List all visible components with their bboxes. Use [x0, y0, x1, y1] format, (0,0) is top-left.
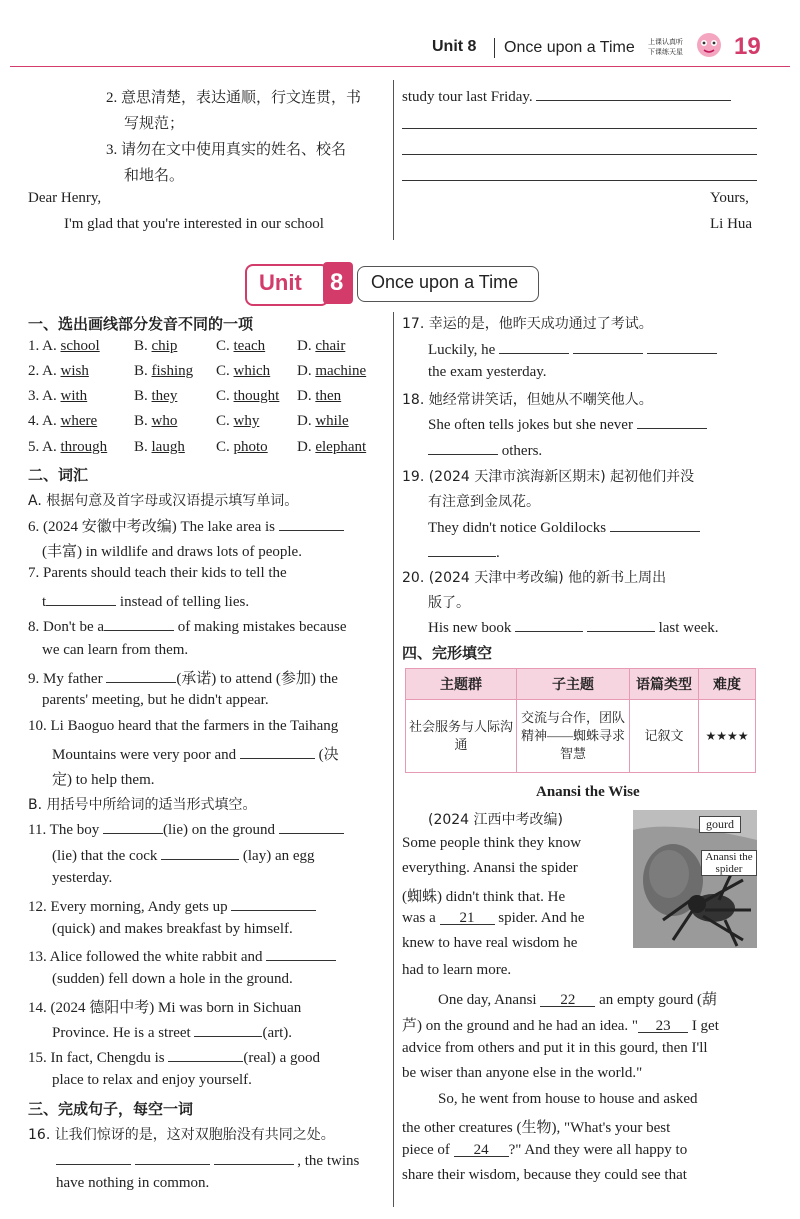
letter-closing: Yours,	[710, 190, 749, 206]
question-20: 20. (2024 天津中考改编) 他的新书上周出	[402, 570, 667, 586]
question-9-cont: parents' meeting, but he didn't appear.	[42, 692, 269, 708]
story-title: Anansi the Wise	[536, 784, 640, 800]
answer-blank[interactable]	[46, 591, 116, 606]
phonics-option[interactable]: 4. A. where	[28, 413, 98, 429]
answer-blank[interactable]	[279, 819, 344, 834]
cloze-blank-23[interactable]: 23	[638, 1018, 688, 1033]
question-13-cont: (sudden) fell down a hole in the ground.	[52, 971, 293, 987]
phonics-option[interactable]: D. machine	[297, 363, 367, 379]
writing-note-2-cont: 写规范；	[124, 116, 185, 132]
writing-note-3: 3. 请勿在文中使用真实的姓名、校名	[106, 142, 347, 158]
question-15: 15. In fact, Chengdu is (real) a good	[28, 1047, 320, 1067]
phonics-option[interactable]: 3. A. with	[28, 388, 88, 404]
section-2-heading: 二、词汇	[28, 467, 89, 484]
answer-blank[interactable]	[103, 819, 163, 834]
question-10-cont: Mountains were very poor and (决	[52, 743, 339, 764]
banner-title: Once upon a Time	[371, 272, 519, 292]
table-header: 主题群	[406, 669, 517, 700]
phonics-option[interactable]: C. teach	[216, 338, 266, 354]
phonics-option[interactable]: 2. A. wish	[28, 363, 89, 379]
table-header: 子主题	[517, 669, 630, 700]
question-10-cont2: 定) to help them.	[52, 772, 155, 788]
passage-line: everything. Anansi the spider	[402, 860, 578, 876]
phonics-option[interactable]: D. while	[297, 413, 349, 429]
question-16-cont: have nothing in common.	[56, 1175, 210, 1191]
section-4-heading: 四、完形填空	[402, 645, 493, 662]
question-20-cont: 版了。	[428, 595, 470, 611]
question-10: 10. Li Baoguo heard that the farmers in the Taihang	[28, 718, 339, 734]
passage-line: So, he went from house to house and asked	[438, 1091, 698, 1107]
passage-line: (蜘蛛) didn't think that. He	[402, 889, 566, 905]
answer-blank[interactable]	[610, 517, 700, 532]
phonics-option[interactable]: D. chair	[297, 338, 346, 354]
answer-blank[interactable]	[106, 668, 176, 683]
answer-blank[interactable]	[587, 617, 655, 632]
banner-number: 8	[330, 269, 344, 296]
table-cell: 记叙文	[630, 700, 699, 773]
question-18-cont2: others.	[428, 440, 542, 460]
passage-line: knew to have real wisdom he	[402, 935, 578, 951]
passage-line: advice from others and put it in this gourd, then I'll	[402, 1040, 708, 1056]
answer-blank[interactable]	[428, 542, 496, 557]
question-9: 9. My father (承诺) to attend (参加) the	[28, 667, 338, 688]
passage-line: Some people think they know	[402, 835, 582, 851]
writing-line[interactable]	[402, 128, 757, 129]
passage-line: 芦) on the ground and he had an idea. " 23 I get	[402, 1018, 719, 1034]
passage-line: be wiser than anyone else in the world."	[402, 1065, 643, 1081]
letter-opening: I'm glad that you're interested in our school	[64, 216, 324, 232]
header-unit: Unit 8	[432, 38, 477, 55]
question-12-cont: (quick) and makes breakfast by himself.	[52, 921, 293, 937]
question-19-cont: 有注意到金凤花。	[428, 494, 540, 510]
label-spider: Anansi the spider	[701, 850, 757, 876]
answer-blank[interactable]	[499, 339, 569, 354]
question-14: 14. (2024 德阳中考) Mi was born in Sichuan	[28, 1000, 302, 1016]
question-11-cont: (lie) that the cock (lay) an egg	[52, 845, 315, 865]
answer-blank[interactable]	[279, 516, 344, 531]
answer-blank[interactable]	[573, 339, 643, 354]
table-cell: 社会服务与人际沟通	[406, 700, 517, 773]
letter-signature: Li Hua	[710, 216, 753, 232]
answer-blank[interactable]	[515, 617, 583, 632]
answer-blank[interactable]	[266, 946, 336, 961]
table-header: 难度	[699, 669, 756, 700]
answer-blank[interactable]	[637, 414, 707, 429]
phonics-option[interactable]: C. which	[216, 363, 271, 379]
phonics-option[interactable]: B. they	[134, 388, 178, 404]
answer-blank[interactable]	[240, 744, 315, 759]
mascot-icon	[694, 30, 724, 62]
table-cell: 交流与合作，团队精神——蜘蛛寻求智慧	[517, 700, 630, 773]
question-15-cont: place to relax and enjoy yourself.	[52, 1072, 252, 1088]
answer-blank[interactable]	[135, 1150, 210, 1165]
phonics-option[interactable]: D. then	[297, 388, 342, 404]
table-header: 语篇类型	[630, 669, 699, 700]
answer-blank[interactable]	[168, 1047, 243, 1062]
passage-line: the other creatures (生物), "What's your best	[402, 1120, 671, 1136]
section-3-heading: 三、完成句子，每空一词	[28, 1101, 194, 1118]
cloze-blank-21[interactable]: 21	[440, 910, 495, 925]
question-14-cont: Province. He is a street (art).	[52, 1022, 292, 1042]
label-gourd: gourd	[699, 816, 741, 833]
question-19: 19. (2024 天津市滨海新区期末) 起初他们并没	[402, 469, 695, 485]
answer-blank[interactable]	[104, 616, 174, 631]
answer-blank[interactable]	[214, 1150, 294, 1165]
page-number: 19	[734, 33, 761, 60]
answer-blank[interactable]	[161, 845, 239, 860]
question-17: 17. 幸运的是，他昨天成功通过了考试。	[402, 316, 653, 332]
header-rule	[10, 66, 790, 67]
top-column-divider	[393, 80, 394, 240]
table-cell: ★★★★	[699, 700, 756, 773]
question-17-cont: Luckily, he	[428, 339, 717, 359]
spider-illustration	[633, 810, 757, 948]
header-badge: 上课认真听 下课练天星	[648, 38, 683, 56]
writing-note-3-cont: 和地名。	[124, 168, 185, 184]
answer-blank[interactable]	[428, 440, 498, 455]
phonics-option[interactable]: 5. A. through	[28, 439, 108, 455]
writing-line[interactable]	[402, 154, 757, 155]
cloze-blank-24[interactable]: 24	[454, 1142, 509, 1157]
phonics-option[interactable]: C. why	[216, 413, 260, 429]
phonics-option[interactable]: B. who	[134, 413, 178, 429]
phonics-option[interactable]: B. fishing	[134, 363, 194, 379]
answer-blank[interactable]	[647, 339, 717, 354]
answer-blank[interactable]	[194, 1022, 262, 1037]
question-8-cont: we can learn from them.	[42, 642, 189, 658]
answer-blank[interactable]	[56, 1150, 131, 1165]
question-16: 16. 让我们惊讶的是，这对双胞胎没有共同之处。	[28, 1127, 335, 1143]
part-a-heading: A. 根据句意及首字母或汉语提示填写单词。	[28, 493, 299, 509]
writing-line[interactable]	[402, 180, 757, 181]
column-divider	[393, 312, 394, 1207]
question-8: 8. Don't be a of making mistakes because	[28, 616, 346, 636]
unit-banner	[245, 264, 540, 302]
question-12: 12. Every morning, Andy gets up	[28, 896, 316, 916]
phonics-option[interactable]: C. photo	[216, 439, 268, 455]
question-20-cont2: His new book last week.	[428, 617, 719, 637]
question-19-cont2: They didn't notice Goldilocks	[428, 517, 700, 537]
question-7-cont: t instead of telling lies.	[42, 591, 249, 611]
cloze-blank-22[interactable]: 22	[540, 992, 595, 1007]
phonics-option[interactable]: B. chip	[134, 338, 178, 354]
passage-line: One day, Anansi 22 an empty gourd (葫	[438, 992, 717, 1008]
passage-line: was a 21 spider. And he	[402, 910, 585, 926]
passage-line: share their wisdom, because they could see that	[402, 1167, 687, 1183]
letter-greeting: Dear Henry,	[28, 190, 102, 206]
question-17-cont2: the exam yesterday.	[428, 364, 547, 380]
header-divider	[494, 38, 495, 58]
writing-note-2: 2. 意思清楚，表达通顺，行文连贯，书	[106, 90, 362, 106]
part-b-heading: B. 用括号中所给词的适当形式填空。	[28, 797, 257, 813]
letter-line-1: study tour last Friday.	[402, 86, 731, 106]
passage-line: piece of 24 ?" And they were all happy to	[402, 1142, 688, 1158]
question-11-cont2: yesterday.	[52, 870, 113, 886]
phonics-option[interactable]: 1. A. school	[28, 338, 100, 354]
passage-info-table	[405, 668, 756, 773]
story-source: (2024 江西中考改编)	[428, 812, 564, 828]
question-7: 7. Parents should teach their kids to tell the	[28, 565, 287, 581]
question-16-blanks: , the twins	[56, 1150, 359, 1170]
question-18-cont: She often tells jokes but she never	[428, 414, 707, 434]
section-1-heading: 一、选出画线部分发音不同的一项	[28, 316, 254, 333]
question-6-cont: (丰富) in wildlife and draws lots of people.	[42, 544, 302, 560]
phonics-option[interactable]: D. elephant	[297, 439, 367, 455]
question-11: 11. The boy (lie) on the ground	[28, 819, 344, 839]
passage-line: had to learn more.	[402, 962, 512, 978]
header-title: Once upon a Time	[504, 39, 635, 56]
banner-unit: Unit	[259, 270, 302, 295]
phonics-option[interactable]: B. laugh	[134, 439, 185, 455]
question-18: 18. 她经常讲笑话，但她从不嘲笑他人。	[402, 392, 653, 408]
answer-blank[interactable]	[231, 896, 316, 911]
phonics-option[interactable]: C. thought	[216, 388, 280, 404]
question-19-cont3: .	[428, 542, 500, 562]
question-6: 6. (2024 安徽中考改编) The lake area is	[28, 515, 344, 536]
question-13: 13. Alice followed the white rabbit and	[28, 946, 336, 966]
